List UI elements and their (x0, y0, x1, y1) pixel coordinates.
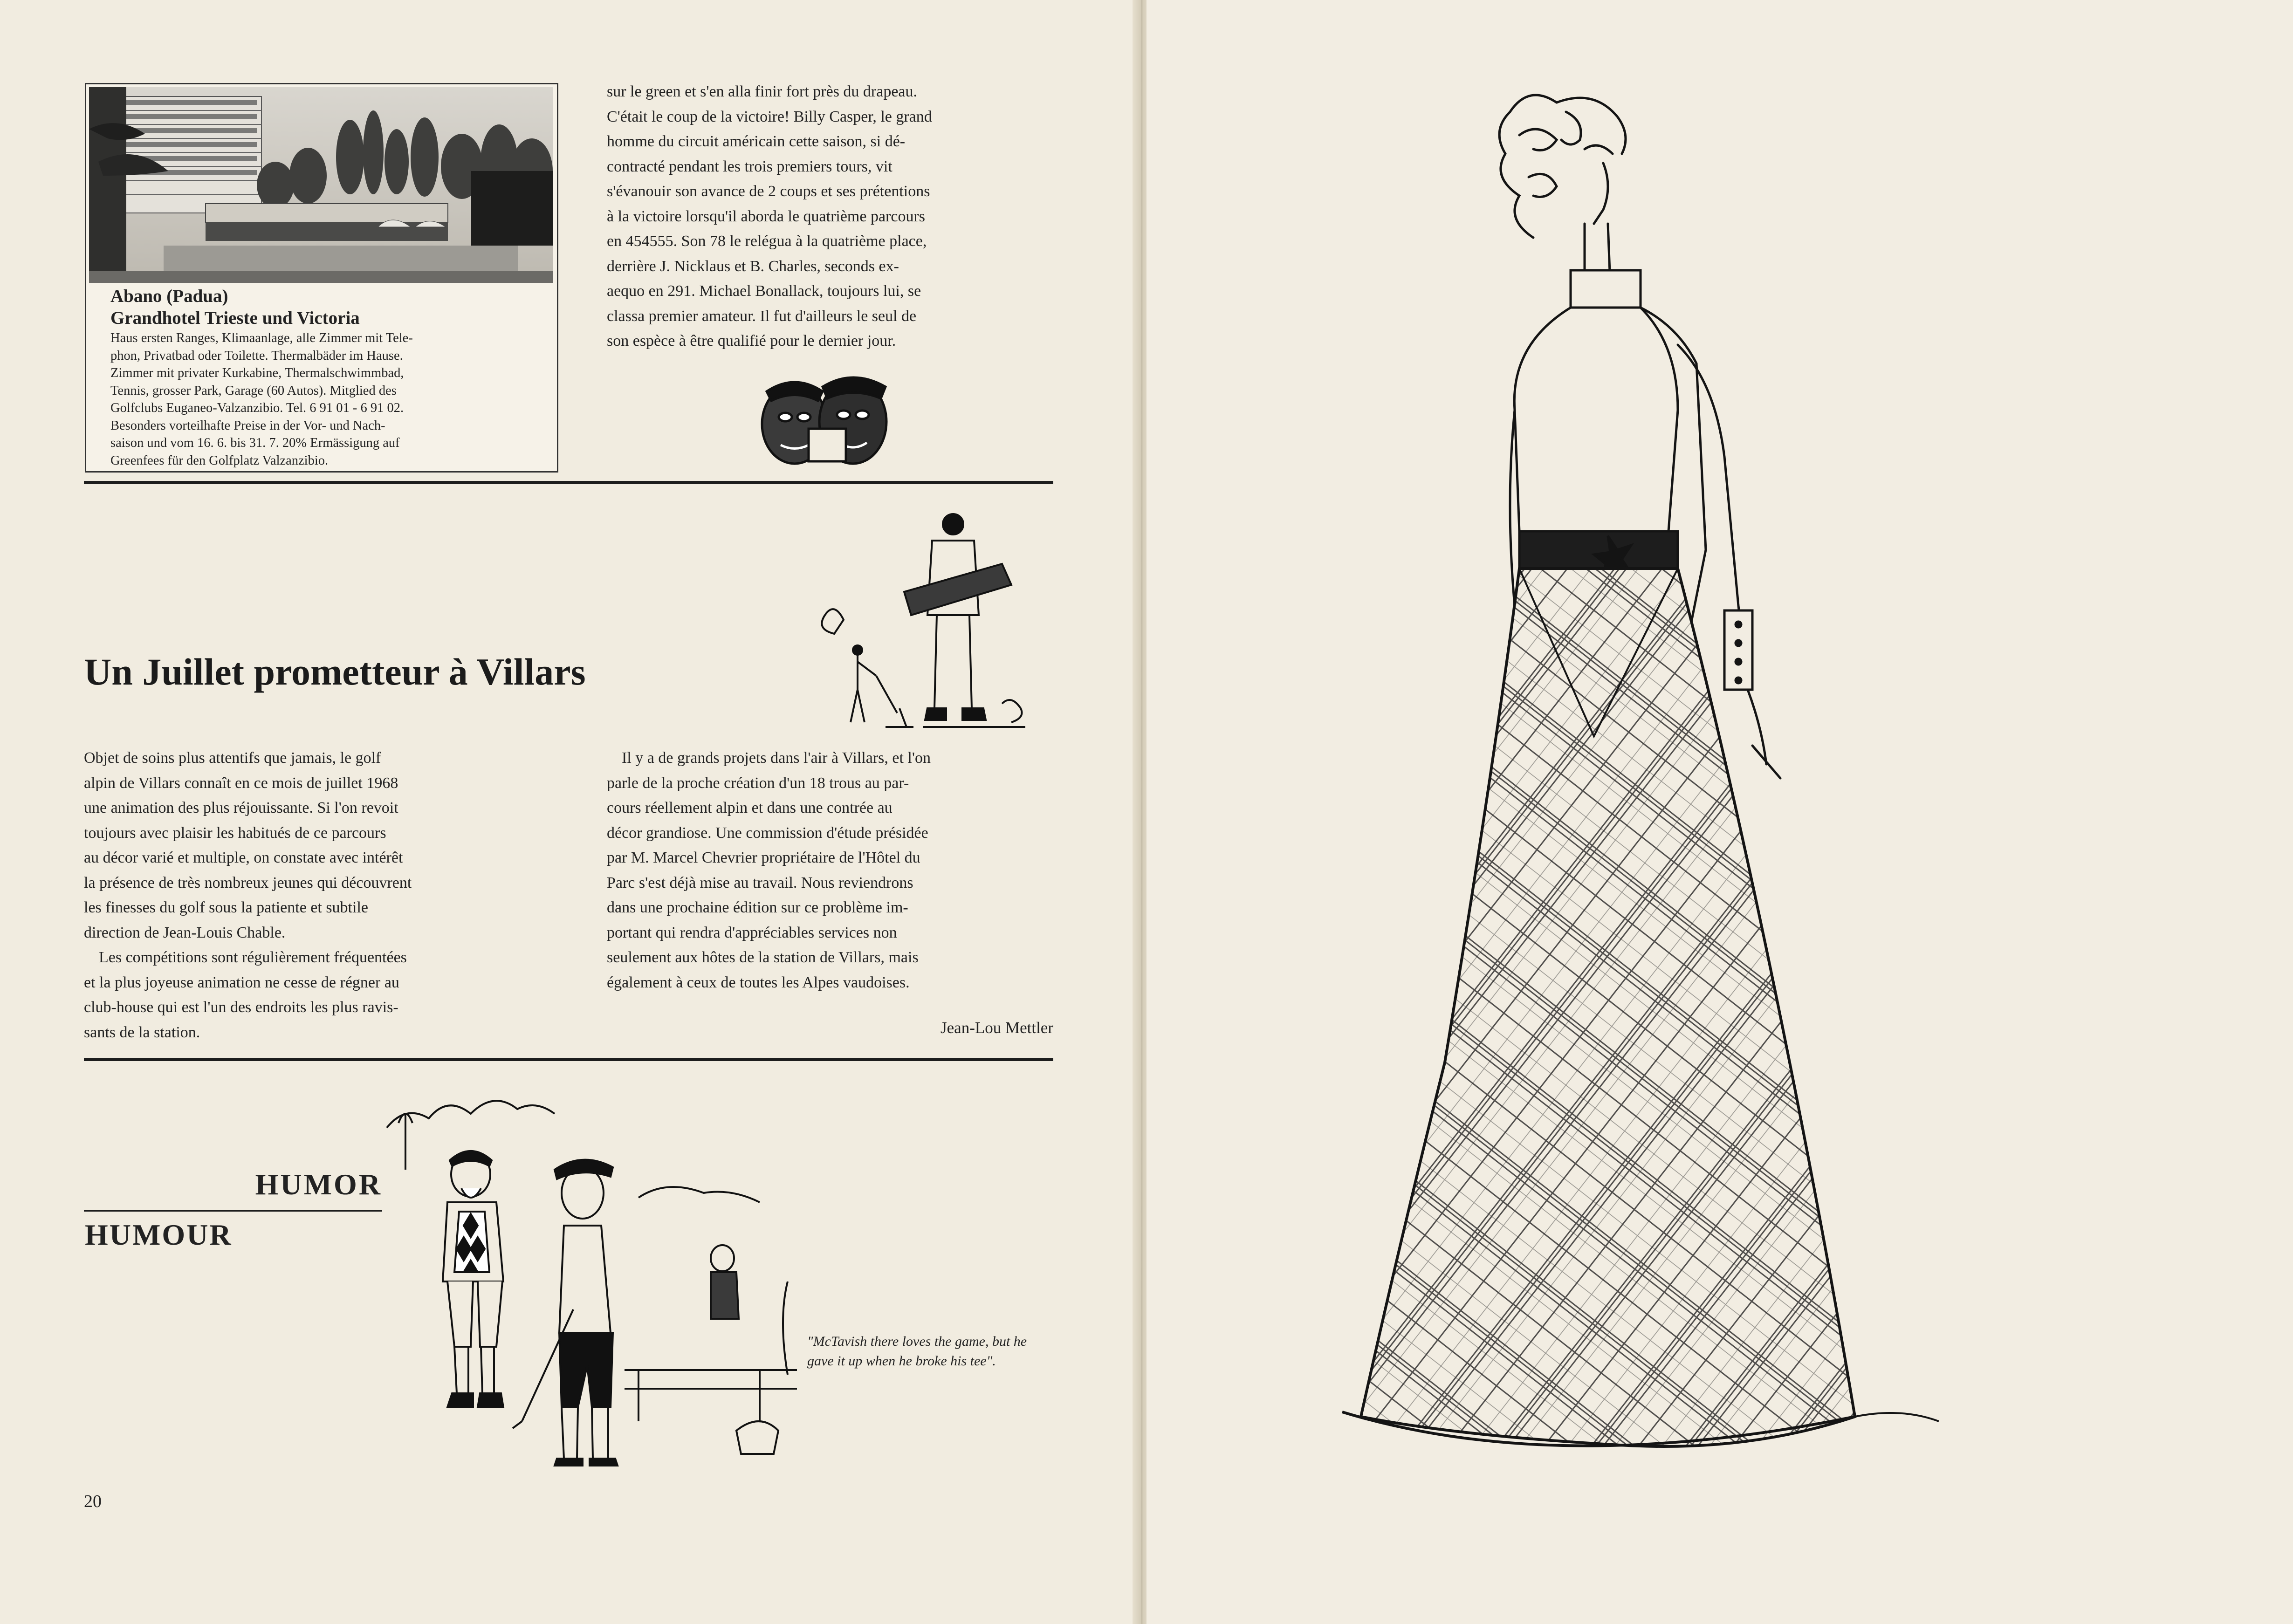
article-line: alpin de Villars connaît en ce mois de juillet 1968 (84, 774, 398, 792)
humor-divider (84, 1210, 382, 1212)
caddie-with-golf-bag-icon (806, 508, 1058, 736)
right-page (1146, 0, 2293, 1624)
article-line: sur le green et s'en alla finir fort près du drapeau. (607, 83, 918, 100)
article-line: décor grandiose. Une commission d'étude présidée (607, 824, 928, 842)
golf-cartoon-icon (378, 1086, 797, 1473)
hotel-description (110, 329, 539, 469)
article-line: toujours avec plaisir les habitués de ce parcours (84, 824, 386, 842)
hotel-city: Abano (Padua) (110, 286, 228, 306)
article-line: Il y a de grands projets dans l'air à Villars, et l'on (622, 749, 931, 767)
hotel-description-line: Greenfees für den Golfplatz Valzanzibio. (110, 453, 329, 468)
hotel-ad-text (110, 286, 539, 469)
article-line: contracté pendant les trois premiers tours, vit (607, 158, 892, 175)
villars-article-title: Un Juillet prometteur à Villars (84, 651, 586, 693)
article-line: la présence de très nombreux jeunes qui découvrent (84, 874, 412, 891)
hotel-description-line: Tennis, grosser Park, Garage (60 Autos). Mitglied des (110, 383, 397, 398)
cartoon-caption: "McTavish there loves the game, but he gave it up when he broke his tee". (807, 1334, 1027, 1369)
article-line: seulement aux hôtes de la station de Villars, mais (607, 949, 919, 966)
article-line: à la victoire lorsqu'il aborda le quatrième parcours (607, 207, 926, 225)
villars-column-right (607, 746, 1054, 995)
two-golfers-faces-icon (753, 359, 897, 475)
article-line: en 454555. Son 78 le relégua à la quatrième place, (607, 233, 927, 250)
article-line: sants de la station. (84, 1023, 200, 1041)
section-divider (84, 1058, 1053, 1061)
humour-heading: HUMOUR (85, 1218, 233, 1251)
hotel-description-line: Golfclubs Euganeo-Valzanzibio. Tel. 6 91 01 - 6 91 02. (110, 401, 404, 415)
article-line: portant qui rendra d'appréciables services non (607, 924, 897, 941)
article-line: une animation des plus réjouissante. Si l'on revoit (84, 799, 398, 816)
article-line: Parc s'est déjà mise au travail. Nous reviendrons (607, 874, 913, 891)
article-line: cours réellement alpin et dans une contrée au (607, 799, 892, 816)
article-line: les finesses du golf sous la patiente et subtile (84, 899, 368, 916)
hotel-description-line: saison und vom 16. 6. bis 31. 7. 20% Ermässigung auf (110, 436, 400, 450)
hotel-advertisement (85, 83, 558, 473)
article-line: Objet de soins plus attentifs que jamais, le golf (84, 749, 381, 767)
article-line: au décor varié et multiple, on constate avec intérêt (84, 849, 403, 866)
article-line: C'était le coup de la victoire! Billy Casper, le grand (607, 108, 932, 125)
article-line: aequo en 291. Michael Bonallack, toujours lui, se (607, 282, 921, 300)
humor-heading: HUMOR (255, 1168, 382, 1201)
article-line: parle de la proche création d'un 18 trous au par- (607, 774, 909, 792)
hotel-name: Grandhotel Trieste und Victoria (110, 308, 360, 328)
author-signature: Jean-Lou Mettler (941, 1019, 1053, 1037)
left-page (0, 0, 1137, 1624)
article-line: par M. Marcel Chevrier propriétaire de l'Hôtel du (607, 849, 920, 866)
article-line: Les compétitions sont régulièrement fréquentées (99, 949, 407, 966)
hotel-description-line: Besonders vorteilhafte Preise in der Vor- und Nach- (110, 418, 385, 433)
section-divider (84, 481, 1053, 484)
article-line: dans une prochaine édition sur ce problème im- (607, 899, 908, 916)
hotel-description-line: phon, Privatbad oder Toilette. Thermalbäder im Hause. (110, 348, 403, 363)
article-line: derrière J. Nicklaus et B. Charles, seconds ex- (607, 257, 899, 275)
article-line: direction de Jean-Louis Chable. (84, 924, 286, 941)
villars-column-left (84, 746, 531, 1045)
casper-article-column (607, 79, 1054, 354)
article-line: également à ceux de toutes les Alpes vaudoises. (607, 973, 910, 991)
article-line: club-house qui est l'un des endroits les plus ravis- (84, 999, 398, 1016)
article-line: classa premier amateur. Il fut d'ailleurs le seul de (607, 307, 917, 325)
article-line: s'évanouir son avance de 2 coups et ses prétentions (607, 183, 930, 200)
hotel-description-line: Zimmer mit privater Kurkabine, Thermalschwimmbad, (110, 366, 404, 380)
page-number: 20 (84, 1492, 102, 1511)
article-line: homme du circuit américain cette saison, si dé- (607, 133, 906, 150)
article-line: et la plus joyeuse animation ne cesse de régner au (84, 973, 399, 991)
article-line: son espèce à être qualifié pour le dernier jour. (607, 332, 896, 349)
hotel-description-line: Haus ersten Ranges, Klimaanlage, alle Zimmer mit Tele- (110, 331, 413, 345)
fashion-sketch-plaid-gown-icon (1230, 84, 2013, 1482)
hotel-photo-icon (89, 87, 553, 283)
